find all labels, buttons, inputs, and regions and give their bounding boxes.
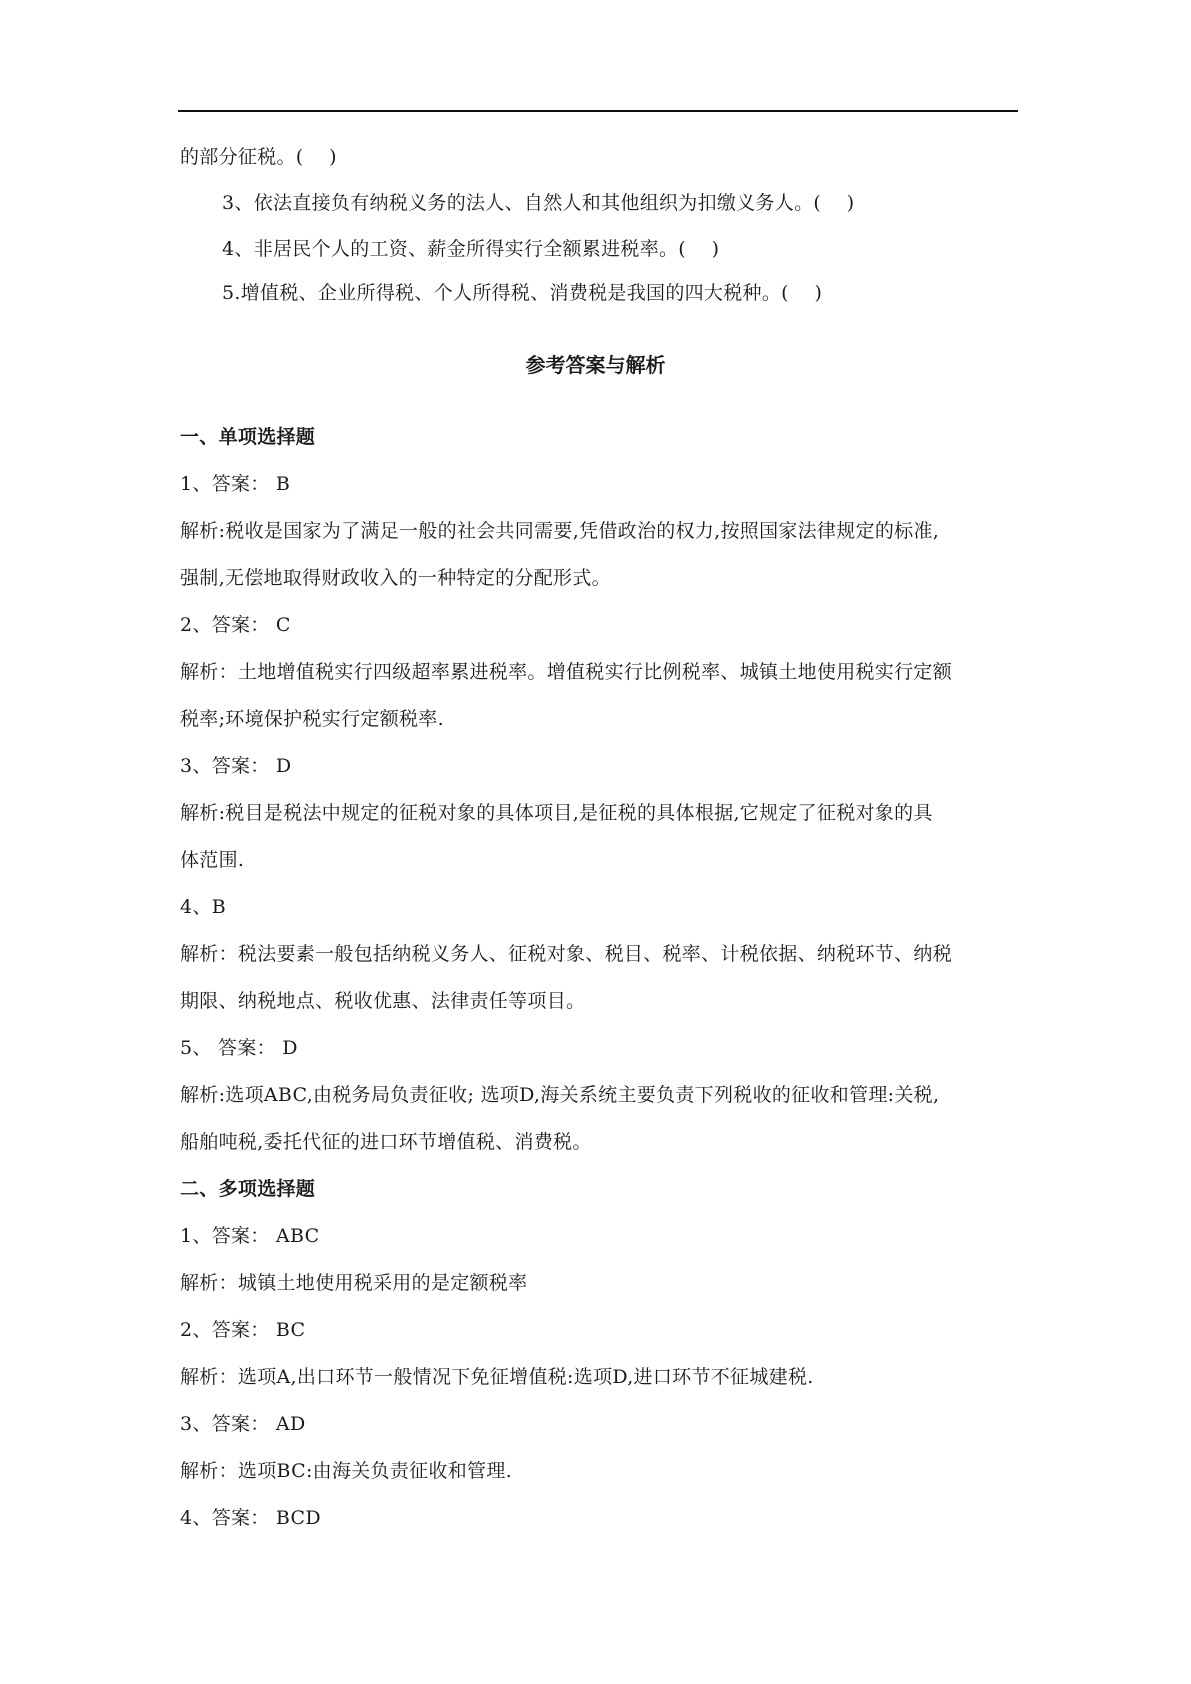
question-4: 4、非居民个人的工资、薪金所得实行全额累进税率。( ): [222, 238, 720, 260]
s1-explanation-3b: 体范围.: [180, 849, 245, 871]
s1-explanation-5b: 船舶吨税,委托代征的进口环节增值税、消费税。: [180, 1131, 592, 1153]
s1-answer-5: 5、 答案： D: [180, 1037, 298, 1059]
s2-answer-2: 2、答案： BC: [180, 1319, 306, 1341]
s1-explanation-2a: 解析：土地增值税实行四级超率累进税率。增值税实行比例税率、城镇土地使用税实行定额: [180, 661, 953, 683]
continued-question-line: 的部分征税。( ): [180, 146, 337, 168]
s1-explanation-1b: 强制,无偿地取得财政收入的一种特定的分配形式。: [180, 567, 611, 589]
s2-explanation-3: 解析：选项BC:由海关负责征收和管理.: [180, 1460, 512, 1482]
s2-answer-4: 4、答案： BCD: [180, 1507, 321, 1529]
s2-answer-3: 3、答案： AD: [180, 1413, 306, 1435]
s1-explanation-2b: 税率;环境保护税实行定额税率.: [180, 708, 444, 730]
s1-explanation-4a: 解析：税法要素一般包括纳税义务人、征税对象、税目、税率、计税依据、纳税环节、纳税: [180, 943, 953, 965]
s2-explanation-1: 解析：城镇土地使用税采用的是定额税率: [180, 1272, 528, 1294]
header-rule: [178, 110, 1018, 112]
s1-answer-4: 4、B: [180, 896, 226, 918]
s1-answer-1: 1、答案： B: [180, 473, 291, 495]
section2-heading: 二、多项选择题: [180, 1178, 316, 1200]
s1-answer-3: 3、答案： D: [180, 755, 292, 777]
s2-answer-1: 1、答案： ABC: [180, 1225, 320, 1247]
s1-explanation-4b: 期限、纳税地点、税收优惠、法律责任等项目。: [180, 990, 586, 1012]
answer-section-title: 参考答案与解析: [525, 353, 666, 377]
s1-explanation-5a: 解析:选项ABC,由税务局负责征收; 选项D,海关系统主要负责下列税收的征收和管理:关税,: [180, 1084, 940, 1106]
question-3: 3、依法直接负有纳税义务的法人、自然人和其他组织为扣缴义务人。( ): [222, 192, 855, 214]
s1-answer-2: 2、答案： C: [180, 614, 291, 636]
s1-explanation-1a: 解析:税收是国家为了满足一般的社会共同需要,凭借政治的权力,按照国家法律规定的标准,: [180, 520, 940, 542]
section1-heading: 一、单项选择题: [180, 426, 316, 448]
s2-explanation-2: 解析：选项A,出口环节一般情况下免征增值税:选项D,进口环节不征城建税.: [180, 1366, 814, 1388]
question-5: 5.增值税、企业所得税、个人所得税、消费税是我国的四大税种。( ): [222, 282, 823, 304]
s1-explanation-3a: 解析:税目是税法中规定的征税对象的具体项目,是征税的具体根据,它规定了征税对象的具: [180, 802, 933, 824]
